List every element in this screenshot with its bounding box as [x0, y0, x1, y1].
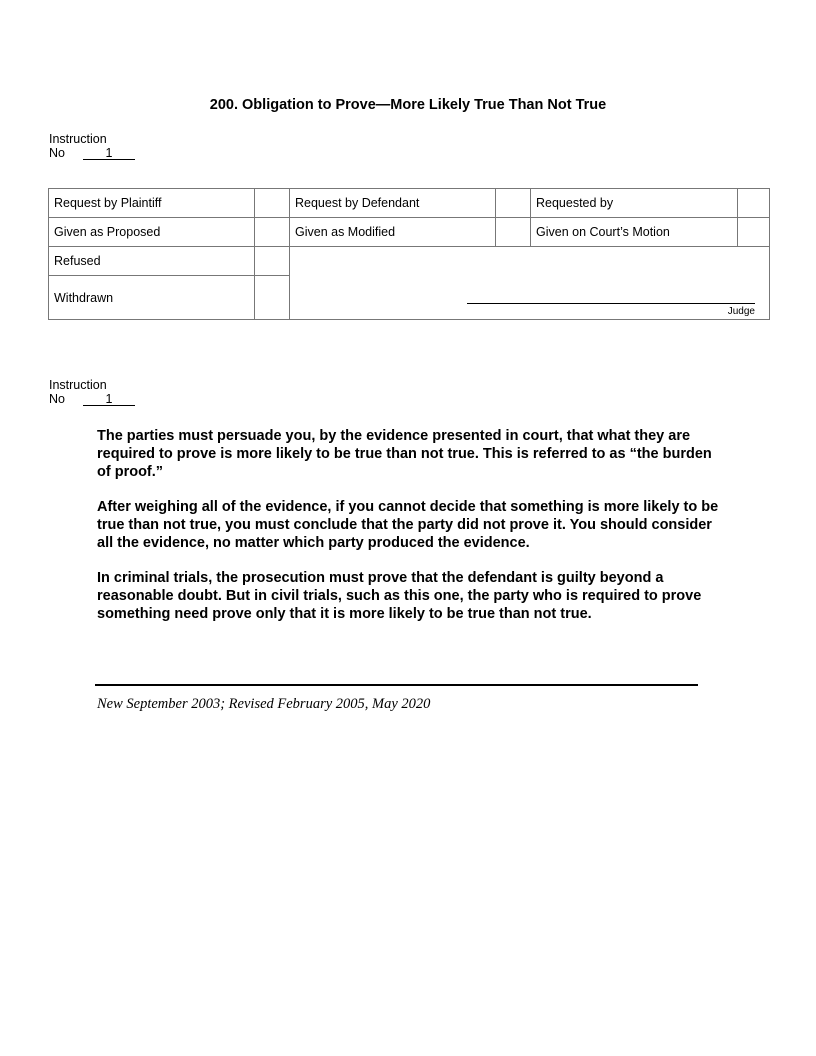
- request-by-plaintiff-box[interactable]: [255, 189, 290, 218]
- no-label: No: [49, 392, 65, 406]
- instruction-number: 1: [83, 392, 135, 406]
- refused-box[interactable]: [255, 247, 290, 276]
- given-as-proposed-label: Given as Proposed: [49, 218, 255, 247]
- instruction-body: [97, 427, 722, 640]
- request-by-defendant-label: Request by Defendant: [290, 189, 496, 218]
- instruction-label: Instruction: [49, 132, 107, 146]
- judge-label: Judge: [727, 306, 755, 317]
- given-as-proposed-box[interactable]: [255, 218, 290, 247]
- revision-history: New September 2003; Revised February 2005, May 2020: [97, 696, 431, 712]
- page-title: 200. Obligation to Prove—More Likely True Than Not True: [209, 97, 607, 113]
- divider: [95, 684, 698, 686]
- request-table: [48, 188, 770, 320]
- given-on-court-motion-label: Given on Court’s Motion: [531, 218, 738, 247]
- instruction-number-bottom: [49, 378, 135, 406]
- instruction-number: 1: [83, 146, 135, 160]
- request-by-defendant-box[interactable]: [496, 189, 531, 218]
- requested-by-label: Requested by: [531, 189, 738, 218]
- withdrawn-label: Withdrawn: [49, 276, 255, 320]
- given-as-modified-label: Given as Modified: [290, 218, 496, 247]
- requested-by-box[interactable]: [738, 189, 770, 218]
- judge-signature-area: [290, 247, 770, 320]
- paragraph: The parties must persuade you, by the evidence presented in court, that what they are required to prove is more likely to be true than not true. This is referred to as “the burden of proof.”: [97, 428, 712, 480]
- instruction-number-top: [49, 132, 135, 160]
- judge-signature-line[interactable]: [467, 303, 755, 304]
- withdrawn-box[interactable]: [255, 276, 290, 320]
- paragraph: In criminal trials, the prosecution must prove that the defendant is guilty beyond a reasonable doubt. But in civil trials, such as this one, the party who is required to prove something need prove only that it is more likely to be true than not true.: [97, 570, 702, 622]
- instruction-label: Instruction: [49, 378, 107, 392]
- given-as-modified-box[interactable]: [496, 218, 531, 247]
- request-by-plaintiff-label: Request by Plaintiff: [49, 189, 255, 218]
- refused-label: Refused: [49, 247, 255, 276]
- paragraph: After weighing all of the evidence, if you cannot decide that something is more likely to be true than not true, you must conclude that the party did not prove it. You should consider all the evidence, no matter which party produced the evidence.: [97, 499, 719, 551]
- no-label: No: [49, 146, 65, 160]
- given-on-court-motion-box[interactable]: [738, 218, 770, 247]
